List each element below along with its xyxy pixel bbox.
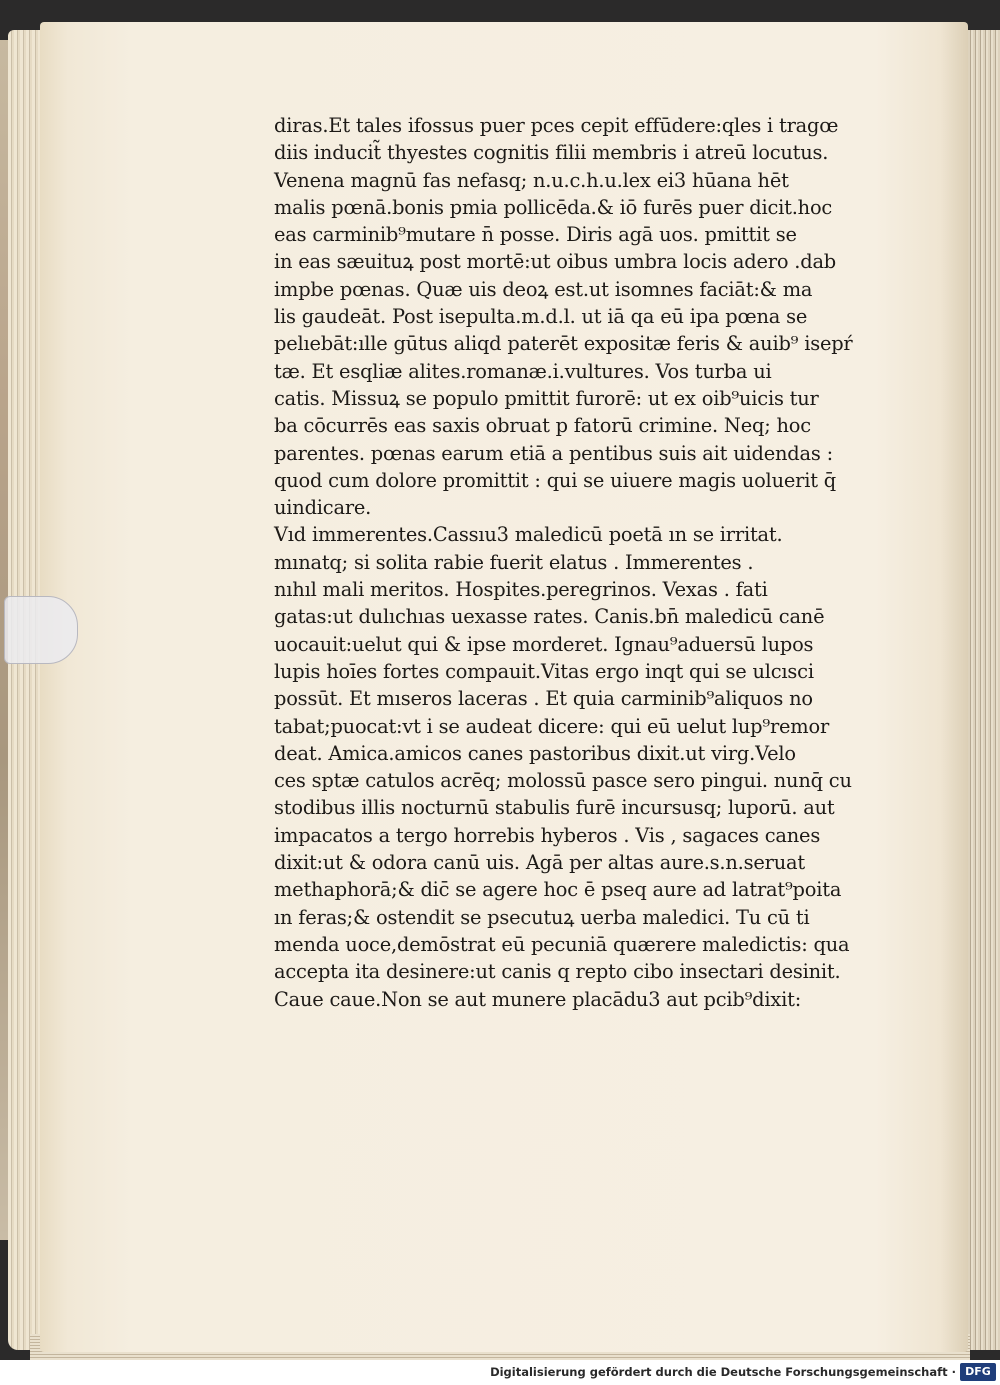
- text-line: ın feras;& ostendit se psecutuꝝ uerba maledici. Tu cū ti: [274, 905, 810, 929]
- text-line: mınatq; si solita rabie fuerit elatus . Immerentes .: [274, 550, 754, 574]
- text-line: Vıd immerentes.Cassıu3 maledicū poetā ın se irritat.: [274, 523, 783, 547]
- text-line: stodibus illis nocturnū stabulis furē incursusq; luporū. aut: [274, 796, 835, 820]
- text-line: in eas sæuituꝝ post mortē:ut oibus umbra locis adero .dab: [274, 250, 837, 274]
- text-line: pelıebāt:ılle gūtus aliqd paterēt expositæ feris & auib⁹ isepŕ: [274, 332, 853, 356]
- footer-bar: [0, 1360, 1000, 1385]
- text-line: uindicare.: [274, 496, 372, 520]
- dfg-logo: DFG: [960, 1363, 996, 1381]
- text-line: tabat;puocat:vt i se audeat dicere: qui eū uelut lup⁹remor: [274, 714, 830, 738]
- text-line: impbe pœnas. Quæ uis deoꝝ est.ut isomnes faciāt:& ma: [274, 277, 813, 301]
- footer-credit: Digitalisierung gefördert durch die Deutsche Forschungsgemeinschaft ·: [490, 1365, 956, 1379]
- text-line: catis. Missuꝝ se populo pmittit furorē: ut ex oib⁹uicis tur: [274, 386, 819, 410]
- text-line: lis gaudeāt. Post isepulta.m.d.l. ut iā qa eū ipa pœna se: [274, 305, 808, 329]
- text-line: nıhıl mali meritos. Hospites.peregrinos. Vexas . fati: [274, 578, 768, 602]
- text-line: Venena magnū fas nefasq; n.u.c.h.u.lex ei3 hūana hēt: [274, 168, 789, 192]
- text-line: dixit:ut & odora canū uis. Agā per altas aure.s.n.seruat: [274, 851, 805, 875]
- text-line: methaphorā;& dic̄ se agere hoc ē pseq aure ad latrat⁹poita: [274, 878, 842, 902]
- text-line: Caue caue.Non se aut munere placādu3 aut pcib⁹dixit:: [274, 987, 802, 1011]
- text-line: diras.Et tales ifossus puer pces cepit effūdere:qles i tragœ: [274, 114, 839, 137]
- text-line: uocauit:uelut qui & ipse morderet. Ignau⁹aduersū lupos: [274, 632, 814, 656]
- text-line: possūt. Et mıseros laceras . Et quia carminib⁹aliquos no: [274, 687, 813, 711]
- text-line: accepta ita desinere:ut canis q repto cibo insectari desinit.: [274, 960, 841, 984]
- commentary-text: [274, 112, 864, 1013]
- text-line: ba cōcurrēs eas saxis obruat p fatorū crimine. Neq; hoc: [274, 414, 811, 438]
- text-line: ces sptæ catulos acrēq; molossū pasce sero pingui. nunq̄ cu: [274, 769, 852, 793]
- text-line: tæ. Et esqliæ alites.romanæ.i.vultures. Vos turba ui: [274, 359, 772, 383]
- page-marker-tab: [4, 596, 78, 664]
- text-line: quod cum dolore promittit : qui se uiuere magis uoluerit q̄: [274, 468, 836, 492]
- text-line: diis inducit̃ thyestes cognitis filii membris i atreū locutus.: [274, 141, 829, 165]
- text-line: impacatos a tergo horrebis hyberos . Vis , sagaces canes: [274, 823, 821, 847]
- text-line: gatas:ut dulıchıas uexasse rates. Canis.bn̄ maledicū canē: [274, 605, 825, 629]
- text-line: parentes. pœnas earum etiā a pentibus suis ait uidendas :: [274, 441, 833, 465]
- text-line: eas carminib⁹mutare n̄ posse. Diris agā uos. pmittit se: [274, 223, 797, 247]
- text-line: deat. Amica.amicos canes pastoribus dixit.ut virg.Velo: [274, 741, 796, 765]
- text-line: malis pœnā.bonis pmia pollicēda.& iō furēs puer dicit.hoc: [274, 195, 833, 219]
- text-line: lupis hoīes fortes compauit.Vitas ergo inqt qui se ulcısci: [274, 659, 814, 683]
- text-line: menda uoce,demōstrat eū pecuniā quærere maledictis: qua: [274, 932, 850, 956]
